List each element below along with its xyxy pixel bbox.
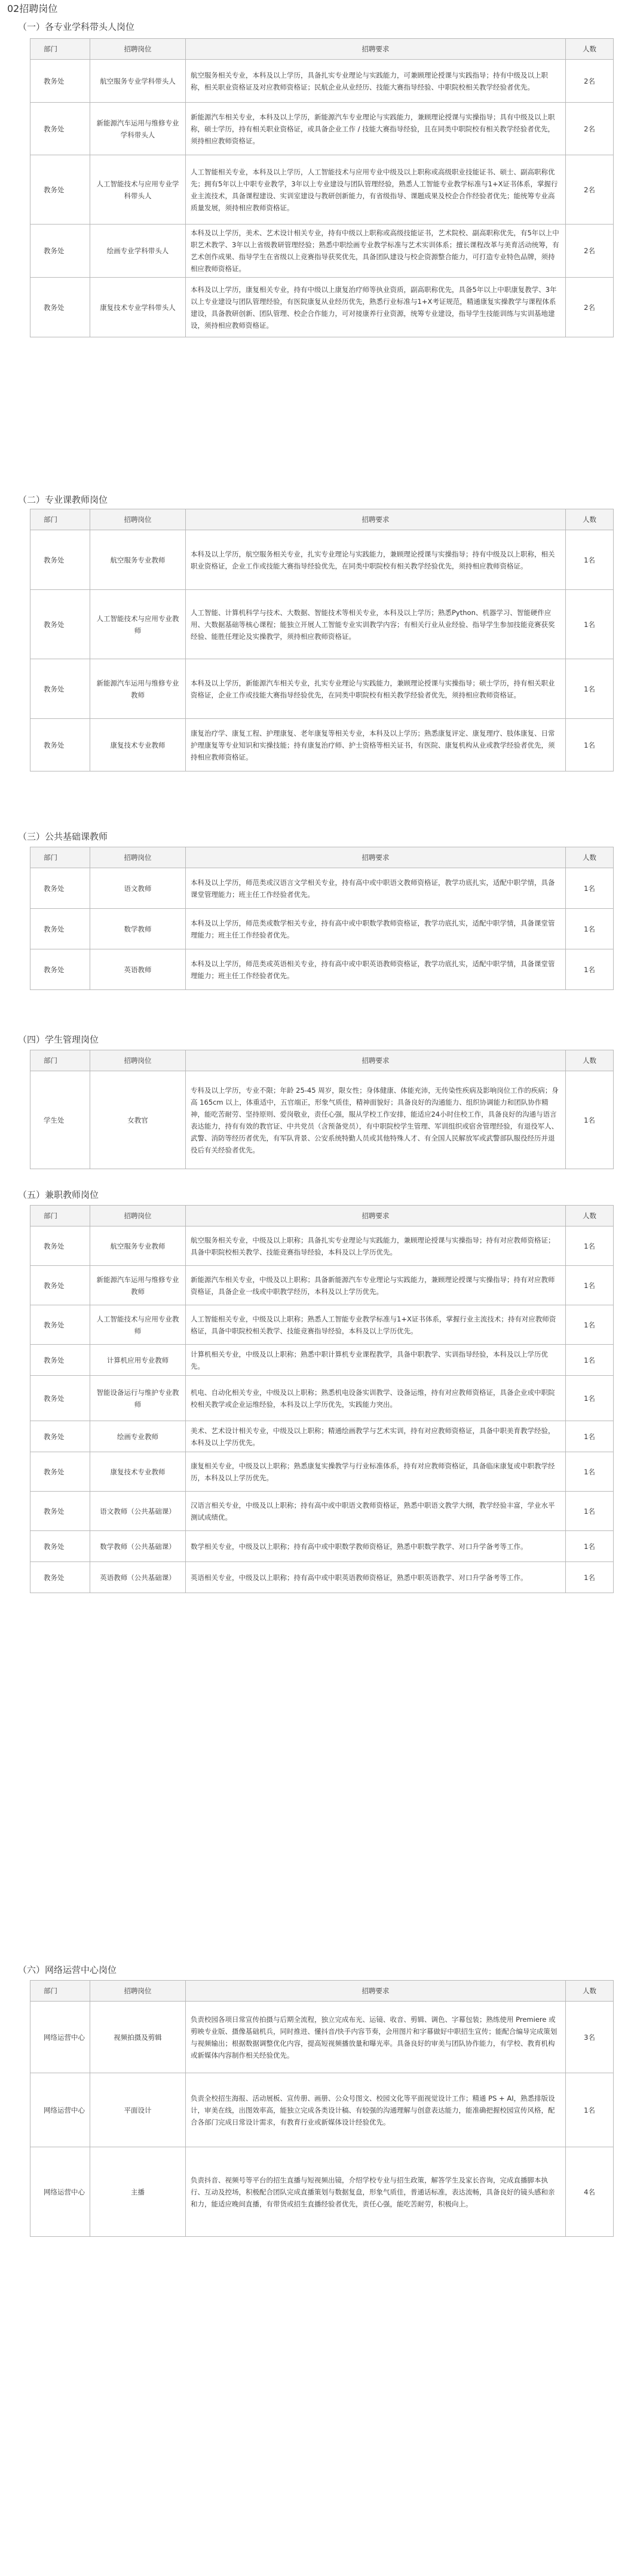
position-cell: 新能源汽车运用与维修专业教师 [90, 1266, 186, 1305]
table-row [30, 719, 614, 771]
count-cell: 2名 [566, 155, 614, 225]
dept-cell: 教务处 [30, 1421, 90, 1452]
position-cell: 人工智能技术与应用专业学科带头人 [90, 155, 186, 225]
dept-cell: 教务处 [30, 1562, 90, 1593]
table-row [30, 868, 614, 909]
header-count: 人数 [566, 509, 614, 530]
table-header-row [30, 847, 614, 868]
table-row [30, 1071, 614, 1169]
header-count: 人数 [566, 847, 614, 868]
requirement-cell: 负责校园各项日常宣传拍摄与后期全流程，独立完成布光、运镜、收音、剪辑、调色、字幕包装；熟练使用 Premiere 或剪映专业版、摄像基础机兵，同时推进、懂抖音/快手内容节奏，会用图片和字幕做好中职招生宣传；能配合编导完成策划与视频输出；根据数据调整优化内容，提高短视频播放量和曝光率。具备良好的审美与团队协作能力，有学校、教育机构或新媒体内容制作相关经验优先。 [186, 2002, 566, 2073]
table-row [30, 103, 614, 155]
dept-cell: 教务处 [30, 719, 90, 771]
header-position: 招聘岗位 [90, 509, 186, 530]
header-requirement: 招聘要求 [186, 847, 566, 868]
header-position: 招聘岗位 [90, 847, 186, 868]
requirement-cell: 美术、艺术设计相关专业，中级及以上职称；精通绘画教学与艺术实训，持有对应教师资格证，具备中职美育教学经验，本科及以上学历优先。 [186, 1421, 566, 1452]
count-cell: 1名 [566, 659, 614, 719]
table-row [30, 155, 614, 225]
count-cell: 2名 [566, 103, 614, 155]
dept-cell: 教务处 [30, 60, 90, 103]
position-cell: 新能源汽车运用与维修专业教师 [90, 659, 186, 719]
requirement-cell: 机电、自动化相关专业，中级及以上职称；熟悉机电设备实训教学、设备运维，持有对应教师资格证，具备企业或中职院校相关教学或企业运维经验，本科及以上学历优先，实践能力突出。 [186, 1376, 566, 1421]
requirement-cell: 航空服务相关专业，本科及以上学历，具备扎实专业理论与实践能力，可兼顾理论授课与实践指导；持有中级及以上职称，相关职业资格证及对应教师资格证；民航企业从业经历、技能大赛指导经验、中职院校相关教学经验者优先。 [186, 60, 566, 103]
dept-cell: 教务处 [30, 155, 90, 225]
header-dept: 部门 [30, 1981, 90, 2002]
table-row [30, 1266, 614, 1305]
job-table [30, 509, 614, 771]
position-cell: 计算机应用专业教师 [90, 1345, 186, 1376]
dept-cell: 网络运营中心 [30, 2002, 90, 2073]
dept-cell: 网络运营中心 [30, 2147, 90, 2237]
count-cell: 1名 [566, 1226, 614, 1266]
header-count: 人数 [566, 1206, 614, 1226]
position-cell: 数学教师（公共基础课） [90, 1531, 186, 1562]
requirement-cell: 本科及以上学历，师范类或英语相关专业，持有高中或中职英语教师资格证，教学功底扎实，适配中职学情，具备课堂管理能力；班主任工作经验者优先。 [186, 949, 566, 990]
table-row [30, 909, 614, 949]
table-header-row [30, 1050, 614, 1071]
table-row [30, 225, 614, 278]
table-row [30, 1531, 614, 1562]
dept-cell: 教务处 [30, 909, 90, 949]
position-cell: 智能设备运行与维护专业教师 [90, 1376, 186, 1421]
count-cell: 1名 [566, 1531, 614, 1562]
dept-cell: 教务处 [30, 225, 90, 278]
requirement-cell: 本科及以上学历，航空服务相关专业，扎实专业理论与实践能力，兼顾理论授课与实操指导；持有中级及以上职称，相关职业资格证，企业工作或技能大赛指导经验优先，在同类中职院校有相关教学经验优先，须持相应教师资格证。 [186, 530, 566, 590]
dept-cell: 教务处 [30, 868, 90, 909]
section-title: （三）公共基础课教师 [18, 831, 108, 842]
requirement-cell: 本科及以上学历，师范类或汉语言文学相关专业，持有高中或中职语文教师资格证，教学功底扎实，适配中职学情，具备课堂管理能力；班主任工作经验者优先。 [186, 868, 566, 909]
count-cell: 2名 [566, 60, 614, 103]
header-dept: 部门 [30, 509, 90, 530]
header-position: 招聘岗位 [90, 1050, 186, 1071]
section-title: （二）专业课教师岗位 [18, 494, 108, 505]
position-cell: 人工智能技术与应用专业教师 [90, 1305, 186, 1345]
position-cell: 女教官 [90, 1071, 186, 1169]
requirement-cell: 人工智能相关专业，本科及以上学历，人工智能技术与应用专业中级及以上职称或高级职业技能证书、硕士、副高职称优先；拥有5年以上中职专业教学，3年以上专业建设与团队管理经验，熟悉人工智能专业教学标准与1+X证书体系，掌握行业主流技术，具备课程建设、实训室建设与教研创新能力，有省级指导、课题成果及校企合作经验者优先；能统筹专业高质量发展，须持相应教师资格证。 [186, 155, 566, 225]
count-cell: 1名 [566, 1376, 614, 1421]
count-cell: 1名 [566, 719, 614, 771]
section-title: （六）网络运营中心岗位 [18, 1965, 117, 1975]
count-cell: 2名 [566, 278, 614, 337]
header-position: 招聘岗位 [90, 1206, 186, 1226]
header-requirement: 招聘要求 [186, 1050, 566, 1071]
header-count: 人数 [566, 39, 614, 60]
dept-cell: 教务处 [30, 1305, 90, 1345]
requirement-cell: 专科及以上学历，专业不限；年龄 25-45 周岁，限女性；身体健康、体能充沛，无传染性疾病及影响岗位工作的疾病；身高 165cm 以上，体重适中，五官端正，形象气质佳，精神面貌好；具备良好的沟通能力、组织协调能力和团队协作精神，能吃苦耐劳、坚持原则、爱岗敬业，责任心强，服从学校工作安排，能适应24小时住校工作，具备良好的沟通与语言表达能力，持有有效的教官证、中共党员（含预备党员），有中职院校学生管理、军训组织或宿舍管理经验，有退役军人、武警、消防等经历者优先，有军队背景、公安系统特勤人员或其他特殊人才、有全国人民解放军或武警部队服役经历并退役后有关经验者优先。 [186, 1071, 566, 1169]
dept-cell: 教务处 [30, 103, 90, 155]
position-cell: 视频拍摄及剪辑 [90, 2002, 186, 2073]
position-cell: 航空服务专业教师 [90, 1226, 186, 1266]
table-row [30, 659, 614, 719]
dept-cell: 教务处 [30, 1492, 90, 1531]
count-cell: 1名 [566, 2073, 614, 2147]
header-requirement: 招聘要求 [186, 39, 566, 60]
table-row [30, 1376, 614, 1421]
requirement-cell: 新能源汽车相关专业，中级及以上职称；具备新能源汽车专业理论与实践能力，兼顾理论授课与实操指导；持有对应教师资格证，具备企业一线或中职教学经历，本科及以上学历优先。 [186, 1266, 566, 1305]
position-cell: 康复技术专业学科带头人 [90, 278, 186, 337]
job-table [30, 1050, 614, 1169]
table-row [30, 60, 614, 103]
dept-cell: 教务处 [30, 1376, 90, 1421]
header-count: 人数 [566, 1981, 614, 2002]
header-requirement: 招聘要求 [186, 1206, 566, 1226]
requirement-cell: 本科及以上学历，师范类或数学相关专业，持有高中或中职数学教师资格证，教学功底扎实，适配中职学情，具备课堂管理能力；班主任工作经验者优先。 [186, 909, 566, 949]
position-cell: 人工智能技术与应用专业教师 [90, 590, 186, 659]
count-cell: 3名 [566, 2002, 614, 2073]
requirement-cell: 英语相关专业，中级及以上职称；持有高中或中职英语教师资格证，熟悉中职英语教学、对口升学备考等工作。 [186, 1562, 566, 1593]
position-cell: 平面设计 [90, 2073, 186, 2147]
dept-cell: 教务处 [30, 659, 90, 719]
count-cell: 1名 [566, 868, 614, 909]
dept-cell: 教务处 [30, 1345, 90, 1376]
dept-cell: 教务处 [30, 949, 90, 990]
job-table [30, 1980, 614, 2237]
requirement-cell: 本科及以上学历，美术、艺术设计相关专业，持有中级以上职称或高级技能证书，艺术院校、副高职称优先，有5年以上中职艺术教学、3年以上省级教研管理经验；熟悉中职绘画专业教学标准与艺术实训体系；擅长课程改革与美育活动统筹，有艺术创作成果、指导学生在省级以上竞赛指导获奖优先，具备团队建设与校企资源整合能力，可打造专业特色品牌，须持相应教师资格证。 [186, 225, 566, 278]
section-title: （一）各专业学科带头人岗位 [18, 21, 135, 32]
table-header-row [30, 509, 614, 530]
table-row [30, 590, 614, 659]
requirement-cell: 新能源汽车相关专业，本科及以上学历，新能源汽车专业理论与实践能力，兼顾理论授课与实操指导；具有中级及以上职称，硕士学历，持有相关职业资格证，或具备企业工作 / 技能大赛指导经验，且在同类中职院校有相关教学经验者优先，须持相应教师资格证。 [186, 103, 566, 155]
count-cell: 4名 [566, 2147, 614, 2237]
count-cell: 1名 [566, 949, 614, 990]
table-row [30, 1226, 614, 1266]
requirement-cell: 康复治疗学、康复工程、护理康复、老年康复等相关专业，本科及以上学历；熟悉康复评定、康复理疗、肢体康复、日常护理康复等专业知识和实操技能；持有康复治疗师、护士资格等相关证书，有医院、康复机构从业或教学经验者优先，须持相应教师资格证。 [186, 719, 566, 771]
header-position: 招聘岗位 [90, 1981, 186, 2002]
requirement-cell: 人工智能、计算机科学与技术、大数据、智能技术等相关专业，本科及以上学历；熟悉Python、机器学习、智能硬件应用、大数据基础等核心课程；能独立开展人工智能专业实训教学内容；有相关行业从业经验、指导学生参加技能竞赛获奖经验、能胜任理论及实操教学，须持相应教师资格证。 [186, 590, 566, 659]
count-cell: 1名 [566, 590, 614, 659]
requirement-cell: 本科及以上学历，康复相关专业，持有中级以上康复治疗师等执业资质，副高职称优先，具备5年以上中职康复教学、3年以上专业建设与团队管理经验，有医院康复从业经历优先，熟悉行业标准与1+X考证规范，精通康复实操教学与课程体系建设，具备教研创新、团队管理、校企合作能力，可对接康养行业资源，统筹专业建设，指导学生技能训练与实训基地建设，须持相应教师资格证。 [186, 278, 566, 337]
dept-cell: 教务处 [30, 1452, 90, 1492]
position-cell: 绘画专业学科带头人 [90, 225, 186, 278]
dept-cell: 教务处 [30, 1226, 90, 1266]
requirement-cell: 航空服务相关专业，中级及以上职称；具备扎实专业理论与实践能力，兼顾理论授课与实操指导；持有对应教师资格证；具备中职院校相关教学、技能竞赛指导经验，本科及以上学历优先。 [186, 1226, 566, 1266]
table-row [30, 1305, 614, 1345]
table-row [30, 1452, 614, 1492]
header-requirement: 招聘要求 [186, 509, 566, 530]
job-table [30, 1205, 614, 1593]
position-cell: 数学教师 [90, 909, 186, 949]
count-cell: 1名 [566, 1305, 614, 1345]
requirement-cell: 负责全校招生海报、活动展板、宣传册、画册、公众号图文、校园文化等平面视觉设计工作；精通 PS + AI，熟悉排版设计，审美在线，出图效率高，能独立完成各类设计稿、有较强的沟通理解与创意表达能力，能准确把握校园宣传风格，配合各部门完成日常设计需求，有教育行业或新媒体设计经验优先。 [186, 2073, 566, 2147]
header-dept: 部门 [30, 39, 90, 60]
table-header-row [30, 1206, 614, 1226]
table-row [30, 1562, 614, 1593]
count-cell: 1名 [566, 1452, 614, 1492]
position-cell: 新能源汽车运用与维修专业学科带头人 [90, 103, 186, 155]
count-cell: 2名 [566, 225, 614, 278]
requirement-cell: 计算机相关专业，中级及以上职称；熟悉中职计算机专业课程教学，具备中职教学、实训指导经验，本科及以上学历优先。 [186, 1345, 566, 1376]
position-cell: 航空服务专业学科带头人 [90, 60, 186, 103]
dept-cell: 教务处 [30, 278, 90, 337]
table-row [30, 530, 614, 590]
count-cell: 1名 [566, 530, 614, 590]
header-requirement: 招聘要求 [186, 1981, 566, 2002]
requirement-cell: 汉语言相关专业，中级及以上职称；持有高中或中职语文教师资格证，熟悉中职语文教学大纲，教学经验丰富，学业水平测试成绩优。 [186, 1492, 566, 1531]
table-row [30, 1492, 614, 1531]
header-dept: 部门 [30, 1050, 90, 1071]
dept-cell: 学生处 [30, 1071, 90, 1169]
section-title: （五）兼职教师岗位 [18, 1189, 99, 1200]
requirement-cell: 负责抖音、视频号等平台的招生直播与短视频出镜，介绍学校专业与招生政策，解答学生及家长咨询，完成直播脚本执行、互动及控场，积极配合团队完成直播策划与数据复盘，形象气质佳，普通话标准，表达流畅，具备良好的镜头感和亲和力，能适应晚间直播，有带货或招生直播经验者优先，责任心强，能吃苦耐劳，积极向上。 [186, 2147, 566, 2237]
header-dept: 部门 [30, 1206, 90, 1226]
document-title: 02招聘岗位 [7, 3, 58, 14]
job-table [30, 38, 614, 337]
position-cell: 英语教师（公共基础课） [90, 1562, 186, 1593]
requirement-cell: 本科及以上学历，新能源汽车相关专业，扎实专业理论与实践能力，兼顾理论授课与实操指导；硕士学历，持有相关职业资格证，企业工作或技能大赛指导经验优先，在同类中职院校有相关教学经验者优先，须持相应教师资格证。 [186, 659, 566, 719]
table-row [30, 2002, 614, 2073]
job-table [30, 847, 614, 990]
count-cell: 1名 [566, 1421, 614, 1452]
requirement-cell: 康复相关专业，中级及以上职称；熟悉康复实操教学与行业标准体系，持有对应教师资格证，具备临床康复或中职教学经历，本科及以上学历优先。 [186, 1452, 566, 1492]
dept-cell: 网络运营中心 [30, 2073, 90, 2147]
header-dept: 部门 [30, 847, 90, 868]
table-row [30, 2147, 614, 2237]
requirement-cell: 数学相关专业，中级及以上职称；持有高中或中职数学教师资格证，熟悉中职数学教学、对口升学备考等工作。 [186, 1531, 566, 1562]
position-cell: 绘画专业教师 [90, 1421, 186, 1452]
position-cell: 主播 [90, 2147, 186, 2237]
count-cell: 1名 [566, 1345, 614, 1376]
dept-cell: 教务处 [30, 530, 90, 590]
table-row [30, 949, 614, 990]
position-cell: 语文教师（公共基础课） [90, 1492, 186, 1531]
header-position: 招聘岗位 [90, 39, 186, 60]
dept-cell: 教务处 [30, 1531, 90, 1562]
table-header-row [30, 39, 614, 60]
header-count: 人数 [566, 1050, 614, 1071]
table-row [30, 2073, 614, 2147]
table-row [30, 1421, 614, 1452]
dept-cell: 教务处 [30, 590, 90, 659]
position-cell: 康复技术专业教师 [90, 1452, 186, 1492]
requirement-cell: 人工智能相关专业，中级及以上职称；熟悉人工智能专业教学标准与1+X证书体系，掌握行业主流技术；持有对应教师资格证，具备中职院校相关教学、技能竞赛指导经验，本科及以上学历优先。 [186, 1305, 566, 1345]
position-cell: 英语教师 [90, 949, 186, 990]
count-cell: 1名 [566, 1562, 614, 1593]
count-cell: 1名 [566, 909, 614, 949]
table-row [30, 1345, 614, 1376]
position-cell: 航空服务专业教师 [90, 530, 186, 590]
position-cell: 康复技术专业教师 [90, 719, 186, 771]
table-row [30, 278, 614, 337]
section-title: （四）学生管理岗位 [18, 1034, 99, 1045]
count-cell: 1名 [566, 1266, 614, 1305]
count-cell: 1名 [566, 1492, 614, 1531]
position-cell: 语文教师 [90, 868, 186, 909]
dept-cell: 教务处 [30, 1266, 90, 1305]
table-header-row [30, 1981, 614, 2002]
count-cell: 1名 [566, 1071, 614, 1169]
